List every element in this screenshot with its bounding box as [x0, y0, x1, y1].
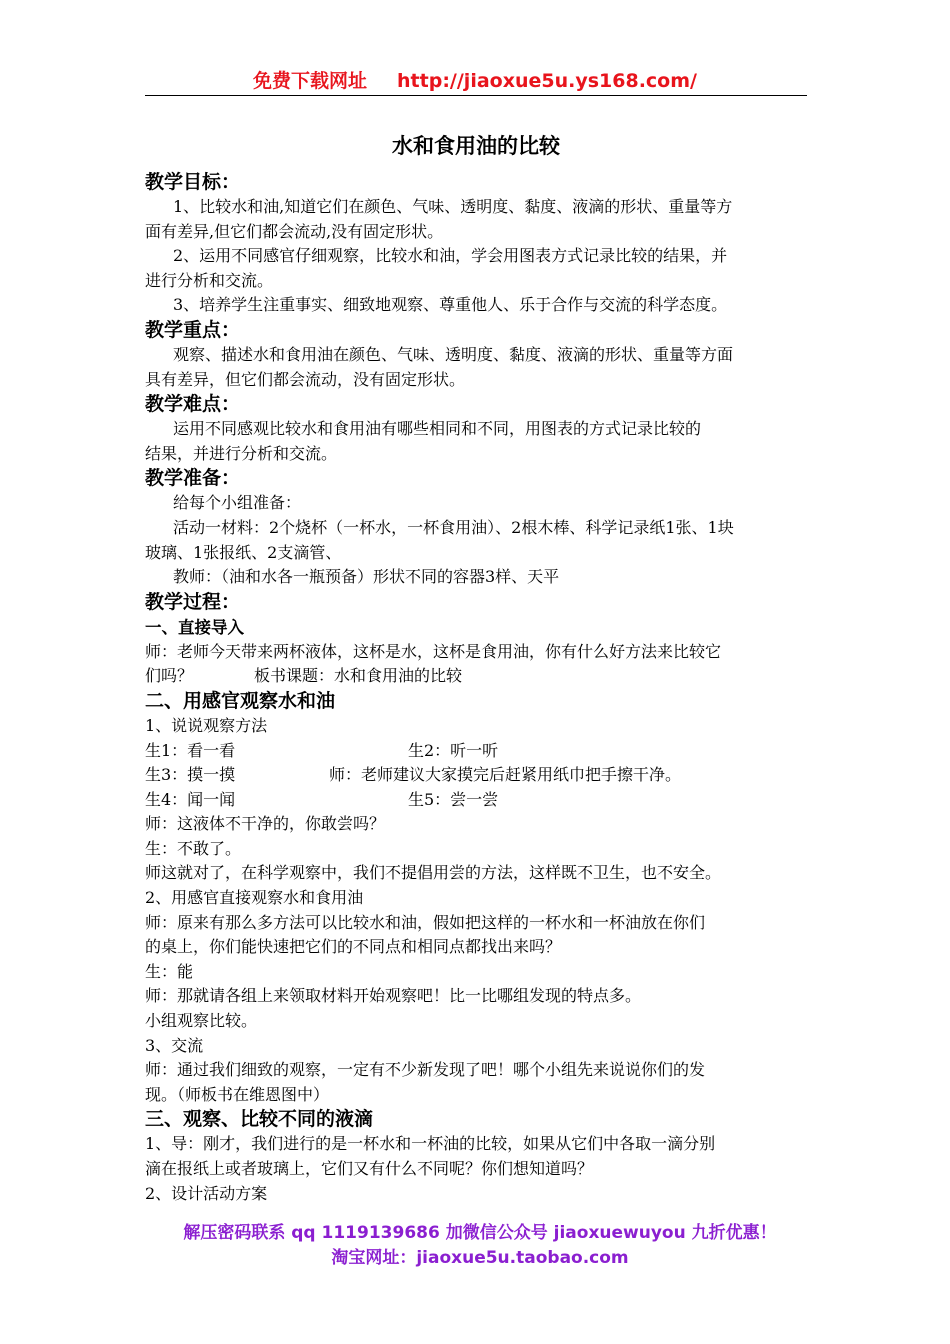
student5-answer: 生5：尝一尝: [408, 789, 499, 809]
section2-row3: [145, 788, 807, 813]
footer-contact: 解压密码联系 qq 1119139686 加微信公众号 jiaoxuewuyou 九折优惠！: [183, 1223, 777, 1243]
goals-item2-line2: 进行分析和交流。: [145, 270, 274, 290]
preparation-line2: 活动一材料：2个烧杯（一杯水，一杯食用油）、2根木棒、科学记录纸1张、1块: [173, 517, 734, 537]
section2-line15: 现。（师板书在维恩图中）: [145, 1084, 330, 1104]
preparation-line3: 玻璃、1张报纸、2支滴管、: [145, 542, 342, 562]
section2-sub2: 2、用感官直接观察水和食用油: [145, 888, 364, 908]
section2-line4: 师：这液体不干净的，你敢尝吗？: [145, 814, 386, 834]
section1-line2: [145, 664, 807, 689]
goals-item1-line2: 面有差异,但它们都会流动,没有固定形状。: [145, 221, 444, 241]
header-divider: [145, 95, 807, 96]
student3-answer: 生3：摸一摸: [145, 765, 236, 785]
section2-sub3: 3、交流: [145, 1035, 204, 1055]
goals-heading: 教学目标：: [145, 171, 241, 193]
process-heading: 教学过程：: [145, 590, 241, 613]
section2-line10: 生：能: [145, 961, 194, 981]
section1-heading: 一、直接导入: [145, 617, 244, 637]
section2-line11: 师：那就请各组上来领取材料开始观察吧！比一比哪组发现的特点多。: [145, 986, 642, 1006]
preparation-heading: 教学准备：: [145, 467, 241, 490]
section2-line14: 师：通过我们细致的观察，一定有不少新发现了吧！哪个小组先来说说你们的发: [145, 1060, 706, 1080]
difficulties-line1: 运用不同感观比较水和食用油有哪些相同和不同，用图表的方式记录比较的: [173, 419, 702, 439]
goals-item1-line1: 1、比较水和油,知道它们在颜色、气味、透明度、黏度、液滴的形状、重量等方: [173, 197, 733, 216]
section3-heading: 三、观察、比较不同的液滴: [145, 1108, 374, 1131]
key-points-line2: 具有差异，但它们都会流动，没有固定形状。: [145, 369, 466, 389]
goals-item2-line1: 2、运用不同感官仔细观察，比较水和油，学会用图表方式记录比较的结果，并: [173, 246, 728, 266]
student1-answer: 生1：看一看: [145, 740, 236, 760]
key-points-line1: 观察、描述水和食用油在颜色、气味、透明度、黏度、液滴的形状、重量等方面: [173, 344, 734, 364]
section2-line5: 生：不敢了。: [145, 838, 242, 858]
header-url-link[interactable]: http://jiaoxue5u.ys168.com/: [397, 70, 697, 92]
student2-answer: 生2：听一听: [408, 740, 499, 760]
document-title: 水和食用油的比较: [392, 133, 560, 158]
footer-shop-link[interactable]: 淘宝网址：jiaoxue5u.taobao.com: [331, 1248, 629, 1268]
difficulties-line2: 结果，并进行分析和交流。: [145, 443, 338, 463]
board-title-note: 板书课题：水和食用油的比较: [254, 666, 463, 686]
section3-line1: 1、导：刚才，我们进行的是一杯水和一杯油的比较，如果从它们中各取一滴分别: [145, 1134, 716, 1154]
teacher-suggestion: 师：老师建议大家摸完后赶紧用纸巾把手擦干净。: [329, 765, 682, 785]
section2-line8: 师：原来有那么多方法可以比较水和油，假如把这样的一杯水和一杯油放在你们: [145, 912, 706, 932]
section2-sub1: 1、说说观察方法: [145, 715, 268, 735]
preparation-line4: 教师：（油和水各一瓶预备）形状不同的容器3样、天平: [173, 567, 560, 587]
section2-line6: 师这就对了，在科学观察中，我们不提倡用尝的方法，这样既不卫生，也不安全。: [145, 863, 722, 883]
difficulties-heading: 教学难点：: [145, 393, 241, 416]
section1-line1: 师：老师今天带来两杯液体，这杯是水，这杯是食用油，你有什么好方法来比较它: [145, 641, 722, 661]
section2-row1: [145, 739, 807, 764]
header-label: 免费下载网址: [253, 70, 368, 92]
section2-heading: 二、用感官观察水和油: [145, 689, 336, 712]
goals-item3: 3、培养学生注重事实、细致地观察、尊重他人、乐于合作与交流的科学态度。: [173, 295, 728, 315]
preparation-line1: 给每个小组准备：: [173, 493, 302, 513]
section3-line3: 2、设计活动方案: [145, 1183, 268, 1203]
section3-line2: 滴在报纸上或者玻璃上，它们又有什么不同呢？你们想知道吗？: [145, 1159, 594, 1178]
section2-line9: 的桌上，你们能快速把它们的不同点和相同点都找出来吗？: [145, 937, 562, 957]
download-header: [145, 66, 805, 93]
section2-row2: [145, 763, 807, 788]
section1-line2-a: 们吗？: [145, 666, 194, 686]
document-body: [145, 170, 807, 1206]
student4-answer: 生4：闻一闻: [145, 789, 236, 809]
key-points-heading: 教学重点：: [145, 318, 241, 341]
section2-line12: 小组观察比较。: [145, 1011, 258, 1031]
